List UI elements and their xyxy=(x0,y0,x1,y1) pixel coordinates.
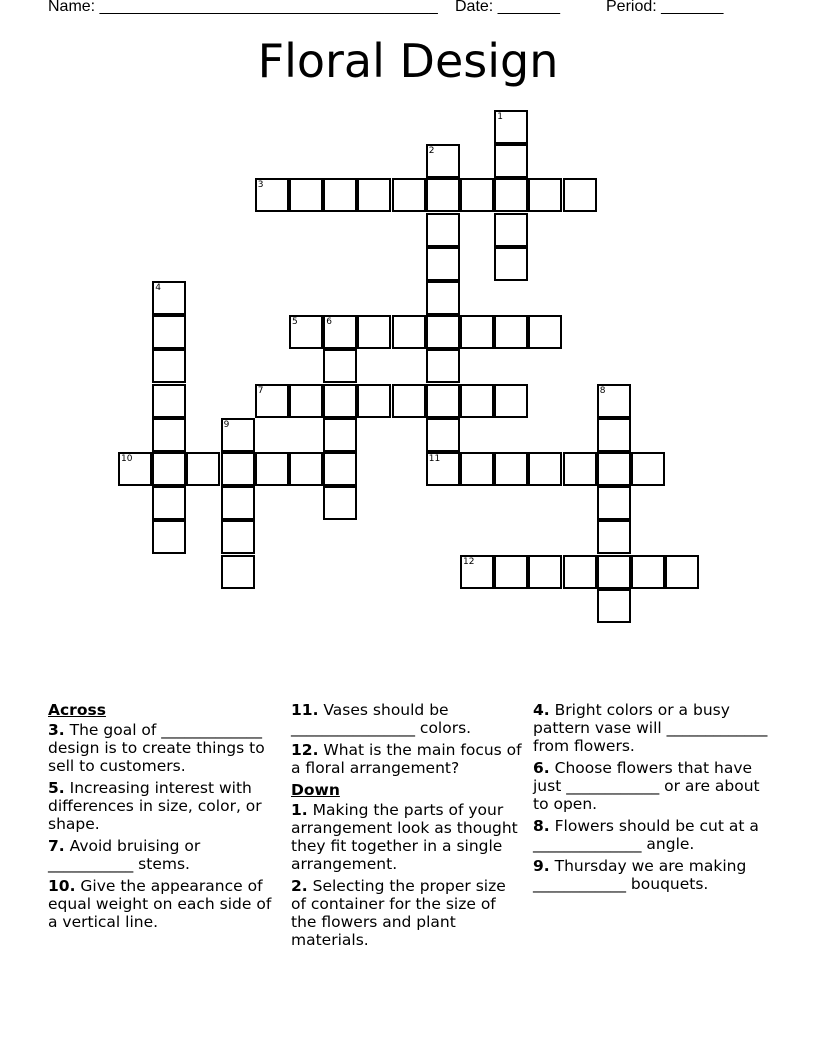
crossword-cell[interactable] xyxy=(494,247,528,281)
clue-across-5: 5. Increasing interest with differences in size, color, or shape. xyxy=(48,779,262,833)
crossword-cell[interactable] xyxy=(392,315,426,349)
crossword-cell[interactable] xyxy=(255,452,289,486)
crossword-cell[interactable] xyxy=(563,178,597,212)
crossword-cell[interactable] xyxy=(221,418,255,452)
crossword-cell[interactable] xyxy=(494,384,528,418)
crossword-cell[interactable] xyxy=(357,178,391,212)
clue-across-3: 3. The goal of _____________ design is to create things to sell to customers. xyxy=(48,721,265,775)
clues-column-2 xyxy=(291,701,523,953)
crossword-cell[interactable] xyxy=(323,452,357,486)
crossword-cell[interactable] xyxy=(426,452,460,486)
crossword-cell[interactable] xyxy=(597,555,631,589)
crossword-cell[interactable] xyxy=(255,178,289,212)
crossword-cell[interactable] xyxy=(323,178,357,212)
crossword-cell[interactable] xyxy=(152,520,186,554)
crossword-cell[interactable] xyxy=(323,486,357,520)
crossword-cell[interactable] xyxy=(494,144,528,178)
cell-number: 10 xyxy=(121,454,133,464)
crossword-cell[interactable] xyxy=(392,384,426,418)
crossword-cell[interactable] xyxy=(221,555,255,589)
crossword-cell[interactable] xyxy=(357,384,391,418)
across-heading: Across xyxy=(48,701,106,719)
crossword-cell[interactable] xyxy=(494,555,528,589)
clue-down-6: 6. Choose flowers that have just ____________ or are about to open. xyxy=(533,759,760,813)
crossword-cell[interactable] xyxy=(665,555,699,589)
cell-number: 7 xyxy=(257,385,264,396)
page-title: Floral Design xyxy=(257,34,559,88)
crossword-cell[interactable] xyxy=(289,384,323,418)
crossword-cell[interactable] xyxy=(426,247,460,281)
crossword-cell[interactable] xyxy=(221,452,255,486)
crossword-cell[interactable] xyxy=(289,315,323,349)
crossword-cell[interactable] xyxy=(186,452,220,486)
crossword-cell[interactable] xyxy=(460,555,494,589)
crossword-cell[interactable] xyxy=(460,384,494,418)
crossword-cell[interactable] xyxy=(597,452,631,486)
crossword-cell[interactable] xyxy=(323,384,357,418)
crossword-cell[interactable] xyxy=(528,555,562,589)
crossword-cell[interactable] xyxy=(528,315,562,349)
cell-number: 6 xyxy=(326,317,332,328)
crossword-cell[interactable] xyxy=(563,452,597,486)
crossword-cell[interactable] xyxy=(494,315,528,349)
crossword-cell[interactable] xyxy=(528,178,562,212)
crossword-cell[interactable] xyxy=(152,384,186,418)
crossword-cell[interactable] xyxy=(152,452,186,486)
crossword-cell[interactable] xyxy=(494,110,528,144)
crossword-cell[interactable] xyxy=(426,315,460,349)
crossword-cell[interactable] xyxy=(221,486,255,520)
down-heading: Down xyxy=(291,781,340,799)
crossword-cell[interactable] xyxy=(426,281,460,315)
crossword-cell[interactable] xyxy=(494,178,528,212)
cell-number: 5 xyxy=(292,317,298,328)
crossword-cell[interactable] xyxy=(152,418,186,452)
crossword-cell[interactable] xyxy=(563,555,597,589)
crossword-cell[interactable] xyxy=(426,418,460,452)
crossword-cell[interactable] xyxy=(528,452,562,486)
name-field[interactable]: Name: ______________________________________ xyxy=(48,0,438,15)
clue-down-4: 4. Bright colors or a busy pattern vase will _____________ from flowers. xyxy=(533,701,768,755)
cell-number: 4 xyxy=(155,283,161,293)
crossword-cell[interactable] xyxy=(597,486,631,520)
date-field[interactable]: Date: _______ xyxy=(455,0,560,15)
crossword-cell[interactable] xyxy=(426,384,460,418)
crossword-cell[interactable] xyxy=(152,486,186,520)
crossword-cell[interactable] xyxy=(426,349,460,383)
clue-down-9: 9. Thursday we are making ____________ bouquets. xyxy=(533,857,747,893)
crossword-cell[interactable] xyxy=(631,555,665,589)
crossword-cell[interactable] xyxy=(426,213,460,247)
crossword-cell[interactable] xyxy=(323,315,357,349)
clues-column-3 xyxy=(533,701,773,897)
crossword-cell[interactable] xyxy=(357,315,391,349)
cell-number: 11 xyxy=(428,454,441,464)
crossword-cell[interactable] xyxy=(494,452,528,486)
period-field[interactable]: Period: _______ xyxy=(606,0,724,15)
clues-column-1 xyxy=(48,701,278,935)
crossword-cell[interactable] xyxy=(289,178,323,212)
crossword-cell[interactable] xyxy=(460,315,494,349)
clue-down-2: 2. Selecting the proper size of container for the size of the flowers and plant materials. xyxy=(291,877,506,949)
crossword-cell[interactable] xyxy=(289,452,323,486)
crossword-cell[interactable] xyxy=(152,315,186,349)
clue-across-11: 11. Vases should be ________________ colors. xyxy=(291,701,472,737)
crossword-cell[interactable] xyxy=(631,452,665,486)
crossword-cell[interactable] xyxy=(255,384,289,418)
crossword-cell[interactable] xyxy=(597,384,631,418)
crossword-cell[interactable] xyxy=(597,418,631,452)
crossword-cell[interactable] xyxy=(118,452,152,486)
clue-down-1: 1. Making the parts of your arrangement look as thought they fit together in a single arrangement. xyxy=(291,801,518,873)
crossword-cell[interactable] xyxy=(460,178,494,212)
crossword-cell[interactable] xyxy=(597,589,631,623)
crossword-cell[interactable] xyxy=(152,349,186,383)
crossword-cell[interactable] xyxy=(460,452,494,486)
cell-number: 9 xyxy=(223,419,230,430)
crossword-cell[interactable] xyxy=(221,520,255,554)
crossword-cell[interactable] xyxy=(323,418,357,452)
cell-number: 3 xyxy=(257,180,264,191)
crossword-cell[interactable] xyxy=(597,520,631,554)
crossword-cell[interactable] xyxy=(392,178,426,212)
clue-across-7: 7. Avoid bruising or ___________ stems. xyxy=(48,837,201,873)
cell-number: 2 xyxy=(428,146,435,157)
clue-across-10: 10. Give the appearance of equal weight on each side of a vertical line. xyxy=(48,877,272,931)
cell-number: 8 xyxy=(599,385,606,396)
crossword-cell[interactable] xyxy=(426,178,460,212)
clue-across-12: 12. What is the main focus of a floral arrangement? xyxy=(291,741,522,777)
crossword-cell[interactable] xyxy=(494,213,528,247)
crossword-cell[interactable] xyxy=(426,144,460,178)
cell-number: 1 xyxy=(497,112,503,122)
crossword-cell[interactable] xyxy=(323,349,357,383)
cell-number: 12 xyxy=(463,556,475,567)
crossword-cell[interactable] xyxy=(152,281,186,315)
clue-down-8: 8. Flowers should be cut at a ______________ angle. xyxy=(533,817,759,853)
